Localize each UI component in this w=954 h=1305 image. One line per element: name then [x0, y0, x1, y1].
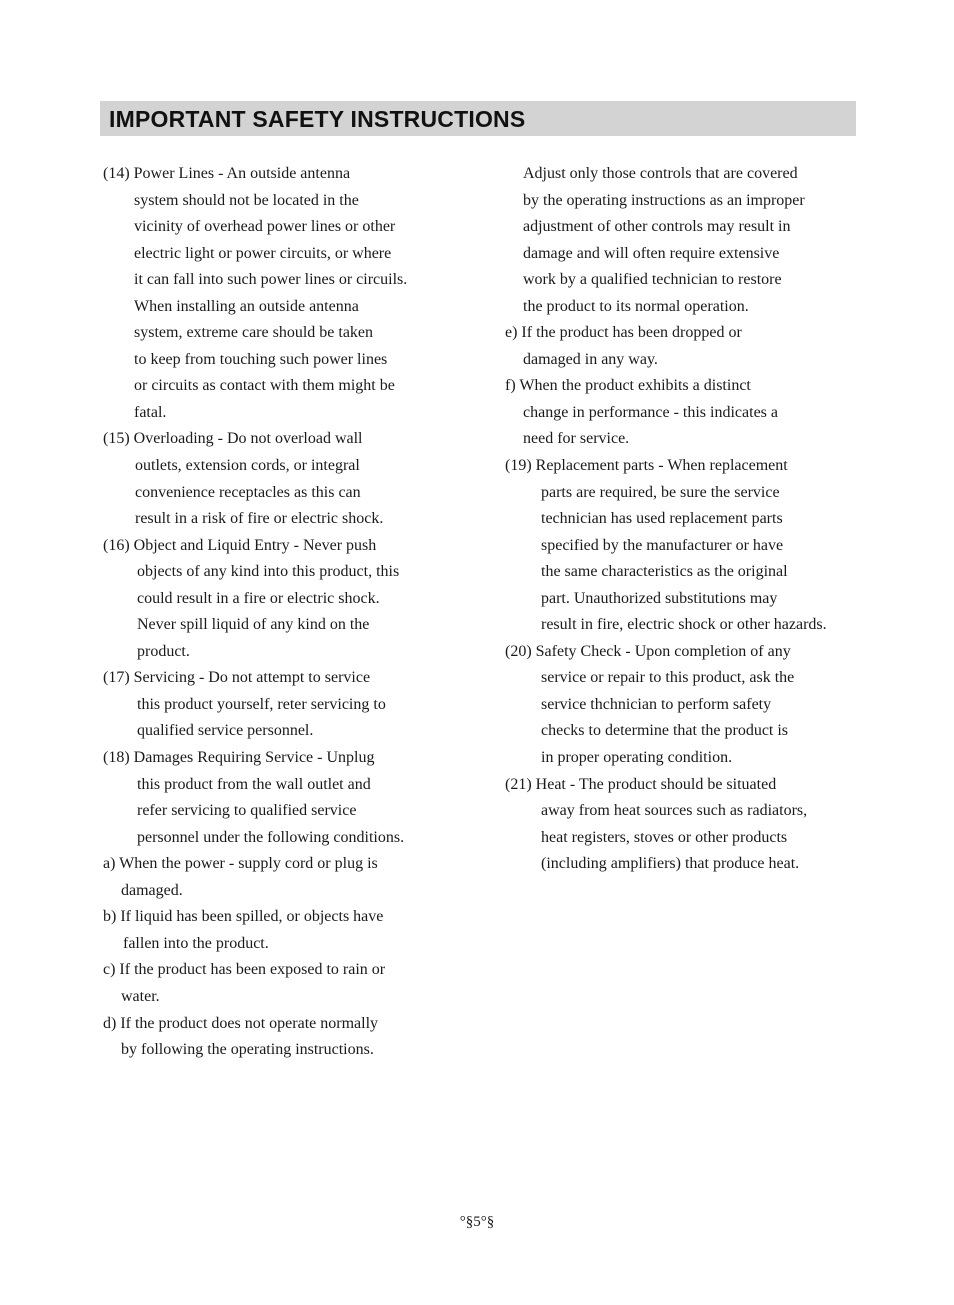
text-line: When installing an outside antenna [134, 297, 359, 315]
text-line: (21) Heat - The product should be situated [505, 775, 777, 793]
text-line: (including amplifiers) that produce heat. [541, 855, 800, 873]
text-line: the same characteristics as the original [541, 563, 788, 581]
text-line: part. Unauthorized substitutions may [541, 589, 778, 607]
text-line: could result in a fire or electric shock. [137, 589, 380, 607]
text-line: electric light or power circuits, or where [134, 244, 392, 262]
text-line: this product from the wall outlet and [137, 775, 371, 793]
text-line: vicinity of overhead power lines or other [134, 218, 396, 236]
left-text-column [103, 161, 443, 1064]
text-line: e) If the product has been dropped or [505, 324, 742, 342]
text-line: qualified service personnel. [137, 722, 314, 740]
text-line: to keep from touching such power lines [134, 350, 388, 368]
text-line: result in a risk of fire or electric shock. [135, 510, 384, 528]
text-line: result in fire, electric shock or other hazards. [541, 616, 827, 634]
text-line: outlets, extension cords, or integral [135, 457, 360, 475]
text-line: b) If liquid has been spilled, or objects have [103, 908, 384, 926]
text-line: parts are required, be sure the service [541, 483, 780, 501]
text-line: (14) Power Lines - An outside antenna [103, 165, 351, 182]
text-line: (17) Servicing - Do not attempt to service [103, 669, 371, 687]
text-line: this product yourself, reter servicing to [137, 695, 386, 713]
text-line: damaged. [121, 881, 183, 899]
text-line: the product to its normal operation. [523, 297, 749, 315]
text-line: heat registers, stoves or other products [541, 828, 788, 846]
right-text-column [505, 161, 845, 878]
text-line: in proper operating condition. [541, 749, 733, 767]
page-title: IMPORTANT SAFETY INSTRUCTIONS [109, 106, 526, 132]
text-line: by the operating instructions as an improper [523, 191, 805, 209]
text-line: product. [137, 642, 190, 660]
page-number: °§5°§ [459, 1214, 495, 1230]
text-line: specified by the manufacturer or have [541, 536, 784, 554]
text-line: (18) Damages Requiring Service - Unplug [103, 749, 375, 767]
text-line: Adjust only those controls that are covered [523, 165, 798, 182]
text-line: damaged in any way. [523, 350, 658, 368]
text-line: by following the operating instructions. [121, 1041, 374, 1059]
text-line: service or repair to this product, ask the [541, 669, 795, 687]
text-line: or circuits as contact with them might be [134, 377, 395, 395]
text-line: (16) Object and Liquid Entry - Never push [103, 536, 377, 554]
text-line: Never spill liquid of any kind on the [137, 616, 370, 634]
text-line: (19) Replacement parts - When replacement [505, 457, 788, 475]
text-line: change in performance - this indicates a [523, 403, 778, 421]
text-line: system, extreme care should be taken [134, 324, 374, 342]
text-line: it can fall into such power lines or circuils. [134, 271, 408, 289]
text-line: service thchnician to perform safety [541, 695, 772, 713]
text-line: water. [121, 987, 160, 1005]
text-line: work by a qualified technician to restore [523, 271, 782, 289]
text-line: adjustment of other controls may result in [523, 218, 791, 236]
text-line: personnel under the following conditions. [137, 828, 405, 846]
text-line: away from heat sources such as radiators, [541, 802, 808, 820]
text-line: checks to determine that the product is [541, 722, 789, 740]
text-line: objects of any kind into this product, this [137, 563, 400, 581]
text-line: system should not be located in the [134, 191, 359, 209]
text-line: convenience receptacles as this can [135, 483, 361, 501]
text-line: d) If the product does not operate normally [103, 1014, 379, 1032]
text-line: fatal. [134, 403, 167, 421]
text-line: damage and will often require extensive [523, 244, 780, 262]
section-header-bar [100, 101, 856, 136]
text-line: c) If the product has been exposed to rain or [103, 961, 386, 979]
text-line: technician has used replacement parts [541, 510, 783, 528]
text-line: f) When the product exhibits a distinct [505, 377, 751, 395]
text-line: need for service. [523, 430, 630, 448]
text-line: (20) Safety Check - Upon completion of any [505, 642, 791, 660]
text-line: (15) Overloading - Do not overload wall [103, 430, 363, 448]
text-line: a) When the power - supply cord or plug is [103, 855, 378, 873]
text-line: refer servicing to qualified service [137, 802, 357, 820]
text-line: fallen into the product. [123, 934, 269, 952]
